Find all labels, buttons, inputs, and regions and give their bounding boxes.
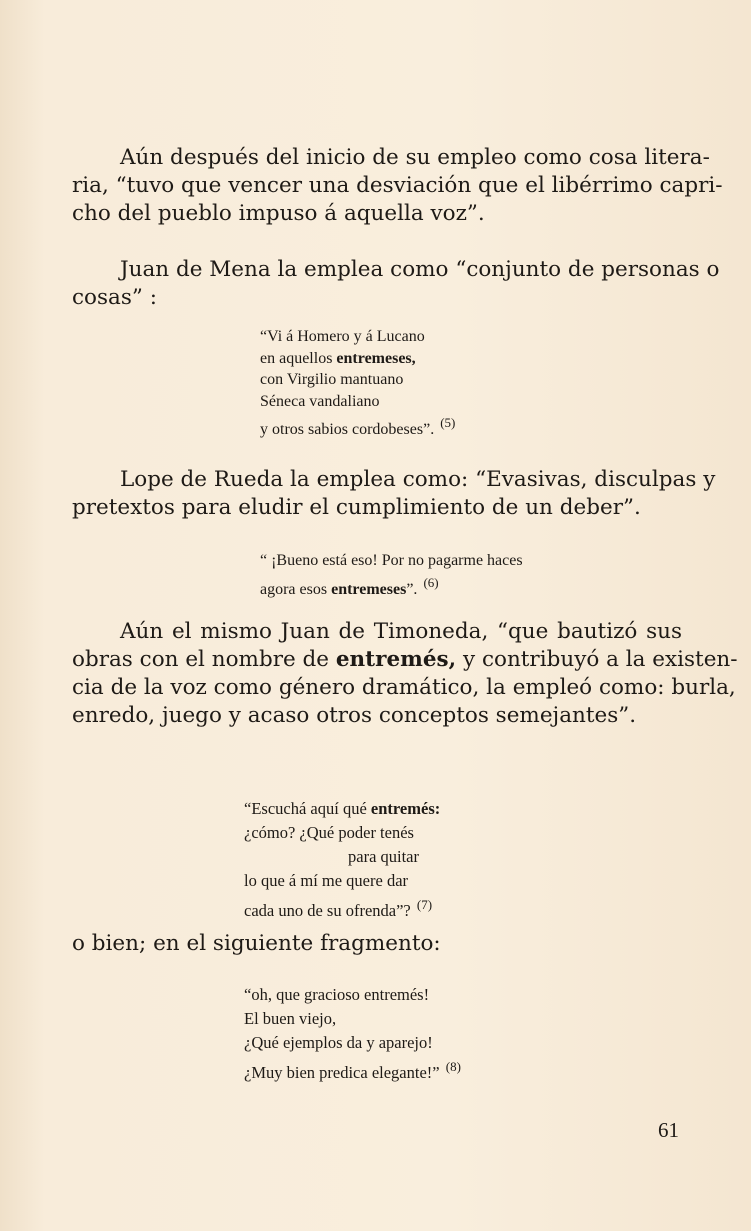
paragraph-line: cho del pueblo impuso á aquella voz”. [72,201,485,226]
paragraph-5 [72,930,682,958]
paragraph-line: enredo, juego y acaso otros conceptos semejantes”. [72,703,637,728]
verse-text: cada uno de su ofrenda”? [244,901,415,920]
paragraph-line: o bien; en el siguiente fragmento: [72,931,441,956]
paragraph-3 [72,466,716,522]
verse-line: lo que á mí me quere dar [244,871,409,890]
verse-line [260,348,455,370]
paragraph-line: cia de la voz como género dramático, la empleó como: burla, [72,675,736,700]
verse-text: agora esos [260,580,332,598]
verse-line [260,412,455,441]
verse-text: “Escuchá aquí qué [244,799,371,818]
paragraph-text: y contribuyó a la existen- [456,647,738,672]
verse-line: con Virgilio mantuano [260,371,404,388]
paragraph-2 [72,256,720,312]
page-number: 61 [658,1118,679,1142]
verse-line [260,572,523,601]
verse-text: ¿Muy bien predica elegante!” [244,1063,444,1082]
verse-line [244,797,440,821]
verse-text: y otros sabios cordobeses”. [260,421,439,438]
paragraph-line: ria, “tuvo que vencer una desviación que el libérrimo capri- [72,173,723,198]
paragraph-line: Juan de Mena la emplea como “conjunto de personas o [120,257,720,282]
footnote-ref: (7) [416,897,433,912]
paragraph-line: Lope de Rueda la emplea como: “Evasivas, disculpas y [120,467,716,492]
verse-line: “Vi á Homero y á Lucano [260,328,425,345]
quote-3 [244,797,440,923]
verse-line [244,1055,461,1085]
quote-1 [260,326,455,441]
verse-line [244,893,440,923]
paragraph-line [72,646,738,674]
paragraph-1 [72,144,723,228]
paragraph-line: Aún después del inicio de su empleo como cosa litera- [120,145,710,170]
paragraph-line: cosas” : [72,285,157,310]
bold-term: entremeses, [336,349,416,367]
verse-line: para quitar [348,847,420,866]
bold-term: entremés: [370,799,441,818]
footnote-ref: (6) [423,574,439,590]
verse-line: El buen viejo, [244,1009,337,1028]
paragraph-4 [72,618,738,730]
verse-line: “oh, que gracioso entremés! [244,985,430,1004]
paragraph-line: pretextos para eludir el cumplimiento de un deber”. [72,495,641,520]
footnote-ref: (8) [445,1059,461,1074]
footnote-ref: (5) [440,415,456,430]
verse-line: “ ¡Bueno está eso! Por no pagarme haces [260,552,523,569]
bold-term: entremés, [335,647,457,672]
verse-line: ¿cómo? ¿Qué poder tenés [244,823,414,842]
verse-line: Séneca vandaliano [260,392,380,410]
verse-text: en aquellos [260,349,337,367]
quote-2 [260,550,523,600]
quote-4 [244,983,461,1085]
bold-term: entremeses [331,580,407,598]
verse-line: ¿Qué ejemplos da y aparejo! [244,1033,433,1052]
paragraph-line: Aún el mismo Juan de Timoneda, “que bautizó sus [120,619,682,644]
paragraph-text: obras con el nombre de [72,647,336,672]
verse-text: ”. [406,580,422,598]
